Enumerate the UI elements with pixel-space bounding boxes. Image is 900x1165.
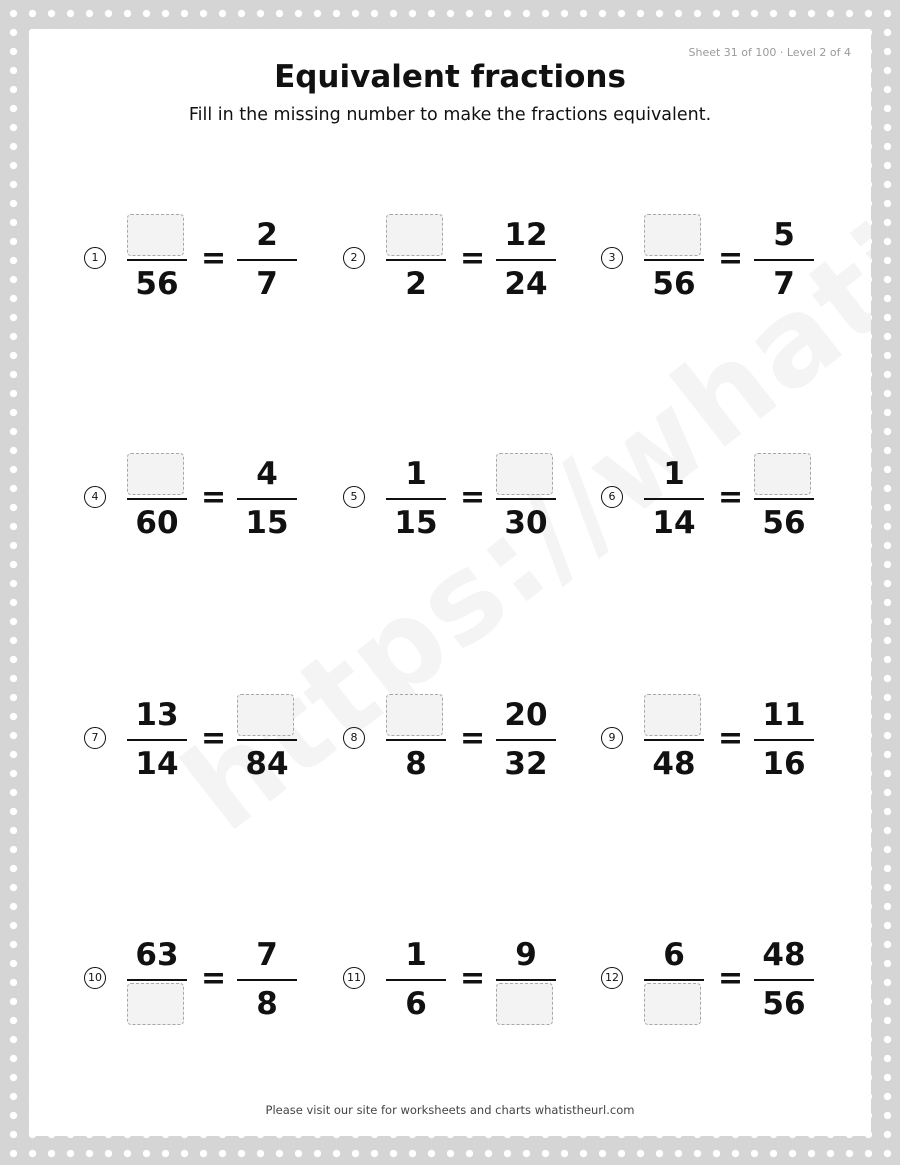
numerator: 1 bbox=[405, 456, 427, 492]
problem-number: 9 bbox=[601, 727, 623, 749]
numerator: 63 bbox=[135, 937, 179, 973]
fraction-bar bbox=[127, 498, 187, 500]
problem-number: 8 bbox=[343, 727, 365, 749]
right-fraction bbox=[754, 453, 814, 543]
fraction-bar bbox=[127, 739, 187, 741]
fraction-bar bbox=[644, 979, 704, 981]
fraction-bar bbox=[237, 259, 297, 261]
denominator: 32 bbox=[504, 746, 548, 782]
denominator: 14 bbox=[135, 746, 179, 782]
fraction-bar bbox=[237, 979, 297, 981]
numerator: 2 bbox=[256, 217, 278, 253]
problem-9 bbox=[601, 694, 841, 784]
answer-box[interactable] bbox=[237, 694, 294, 736]
problem-number: 11 bbox=[343, 967, 365, 989]
left-fraction bbox=[386, 934, 446, 1024]
right-fraction bbox=[754, 214, 814, 304]
denominator: 60 bbox=[135, 505, 179, 541]
fraction-bar bbox=[496, 259, 556, 261]
left-fraction bbox=[386, 453, 446, 543]
answer-box[interactable] bbox=[386, 694, 443, 736]
fraction-bar bbox=[644, 498, 704, 500]
fraction-bar bbox=[496, 739, 556, 741]
right-fraction bbox=[496, 453, 556, 543]
numerator: 5 bbox=[773, 217, 795, 253]
answer-box[interactable] bbox=[644, 214, 701, 256]
problem-number: 6 bbox=[601, 486, 623, 508]
left-fraction bbox=[127, 453, 187, 543]
numerator: 11 bbox=[762, 697, 806, 733]
left-fraction bbox=[386, 214, 446, 304]
sheet-info: Sheet 31 of 100 · Level 2 of 4 bbox=[688, 46, 851, 59]
denominator: 15 bbox=[394, 505, 438, 541]
numerator: 1 bbox=[663, 456, 685, 492]
fraction-bar bbox=[386, 259, 446, 261]
denominator: 48 bbox=[652, 746, 696, 782]
problem-number: 10 bbox=[84, 967, 106, 989]
fraction-bar bbox=[644, 739, 704, 741]
problem-5 bbox=[343, 453, 583, 543]
problem-1 bbox=[84, 214, 324, 304]
fraction-bar bbox=[127, 979, 187, 981]
right-fraction bbox=[237, 934, 297, 1024]
left-fraction bbox=[127, 214, 187, 304]
page-title: Equivalent fractions bbox=[274, 59, 626, 95]
problem-12 bbox=[601, 934, 841, 1024]
denominator: 56 bbox=[135, 266, 179, 302]
answer-box[interactable] bbox=[386, 214, 443, 256]
denominator: 14 bbox=[652, 505, 696, 541]
footer-text: Please visit our site for worksheets and charts whatistheurl.com bbox=[265, 1103, 635, 1117]
left-fraction bbox=[644, 214, 704, 304]
problem-number: 1 bbox=[84, 247, 106, 269]
denominator: 8 bbox=[256, 986, 278, 1022]
numerator: 1 bbox=[405, 937, 427, 973]
denominator: 30 bbox=[504, 505, 548, 541]
answer-box[interactable] bbox=[127, 214, 184, 256]
denominator: 24 bbox=[504, 266, 548, 302]
problem-8 bbox=[343, 694, 583, 784]
equals-sign: = bbox=[718, 961, 744, 996]
problem-number: 7 bbox=[84, 727, 106, 749]
numerator: 6 bbox=[663, 937, 685, 973]
problem-4 bbox=[84, 453, 324, 543]
equals-sign: = bbox=[718, 480, 744, 515]
problem-2 bbox=[343, 214, 583, 304]
right-fraction bbox=[237, 453, 297, 543]
problem-number: 5 bbox=[343, 486, 365, 508]
numerator: 13 bbox=[135, 697, 179, 733]
answer-box[interactable] bbox=[127, 453, 184, 495]
problem-number: 4 bbox=[84, 486, 106, 508]
right-fraction bbox=[237, 214, 297, 304]
problem-6 bbox=[601, 453, 841, 543]
numerator: 4 bbox=[256, 456, 278, 492]
equals-sign: = bbox=[201, 721, 227, 756]
equals-sign: = bbox=[460, 721, 486, 756]
problem-11 bbox=[343, 934, 583, 1024]
problem-3 bbox=[601, 214, 841, 304]
instructions: Fill in the missing number to make the fractions equivalent. bbox=[188, 105, 712, 125]
left-fraction bbox=[127, 694, 187, 784]
problem-10 bbox=[84, 934, 324, 1024]
fraction-bar bbox=[386, 498, 446, 500]
denominator: 84 bbox=[245, 746, 289, 782]
fraction-bar bbox=[386, 979, 446, 981]
right-fraction bbox=[496, 694, 556, 784]
denominator: 56 bbox=[762, 505, 806, 541]
denominator: 6 bbox=[405, 986, 427, 1022]
equals-sign: = bbox=[718, 721, 744, 756]
right-fraction bbox=[496, 214, 556, 304]
denominator: 16 bbox=[762, 746, 806, 782]
problem-number: 2 bbox=[343, 247, 365, 269]
equals-sign: = bbox=[201, 480, 227, 515]
right-fraction bbox=[754, 694, 814, 784]
left-fraction bbox=[644, 934, 704, 1024]
equals-sign: = bbox=[460, 480, 486, 515]
problem-7 bbox=[84, 694, 324, 784]
right-fraction bbox=[754, 934, 814, 1024]
fraction-bar bbox=[644, 259, 704, 261]
denominator: 15 bbox=[245, 505, 289, 541]
fraction-bar bbox=[754, 259, 814, 261]
equals-sign: = bbox=[718, 241, 744, 276]
equals-sign: = bbox=[460, 241, 486, 276]
numerator: 20 bbox=[504, 697, 548, 733]
answer-box[interactable] bbox=[127, 983, 184, 1025]
problem-number: 3 bbox=[601, 247, 623, 269]
left-fraction bbox=[386, 694, 446, 784]
numerator: 12 bbox=[504, 217, 548, 253]
answer-box[interactable] bbox=[496, 453, 553, 495]
fraction-bar bbox=[237, 739, 297, 741]
problem-number: 12 bbox=[601, 967, 623, 989]
equals-sign: = bbox=[460, 961, 486, 996]
right-fraction bbox=[237, 694, 297, 784]
numerator: 7 bbox=[256, 937, 278, 973]
equals-sign: = bbox=[201, 961, 227, 996]
left-fraction bbox=[127, 934, 187, 1024]
fraction-bar bbox=[754, 979, 814, 981]
numerator: 48 bbox=[762, 937, 806, 973]
fraction-bar bbox=[386, 739, 446, 741]
denominator: 7 bbox=[256, 266, 278, 302]
answer-box[interactable] bbox=[754, 453, 811, 495]
denominator: 8 bbox=[405, 746, 427, 782]
answer-box[interactable] bbox=[496, 983, 553, 1025]
fraction-bar bbox=[496, 979, 556, 981]
denominator: 2 bbox=[405, 266, 427, 302]
left-fraction bbox=[644, 694, 704, 784]
fraction-bar bbox=[496, 498, 556, 500]
left-fraction bbox=[644, 453, 704, 543]
equals-sign: = bbox=[201, 241, 227, 276]
fraction-bar bbox=[237, 498, 297, 500]
fraction-bar bbox=[754, 498, 814, 500]
worksheet-page bbox=[29, 29, 871, 1136]
fraction-bar bbox=[754, 739, 814, 741]
right-fraction bbox=[496, 934, 556, 1024]
denominator: 56 bbox=[762, 986, 806, 1022]
denominator: 7 bbox=[773, 266, 795, 302]
numerator: 9 bbox=[515, 937, 537, 973]
denominator: 56 bbox=[652, 266, 696, 302]
answer-box[interactable] bbox=[644, 983, 701, 1025]
answer-box[interactable] bbox=[644, 694, 701, 736]
fraction-bar bbox=[127, 259, 187, 261]
